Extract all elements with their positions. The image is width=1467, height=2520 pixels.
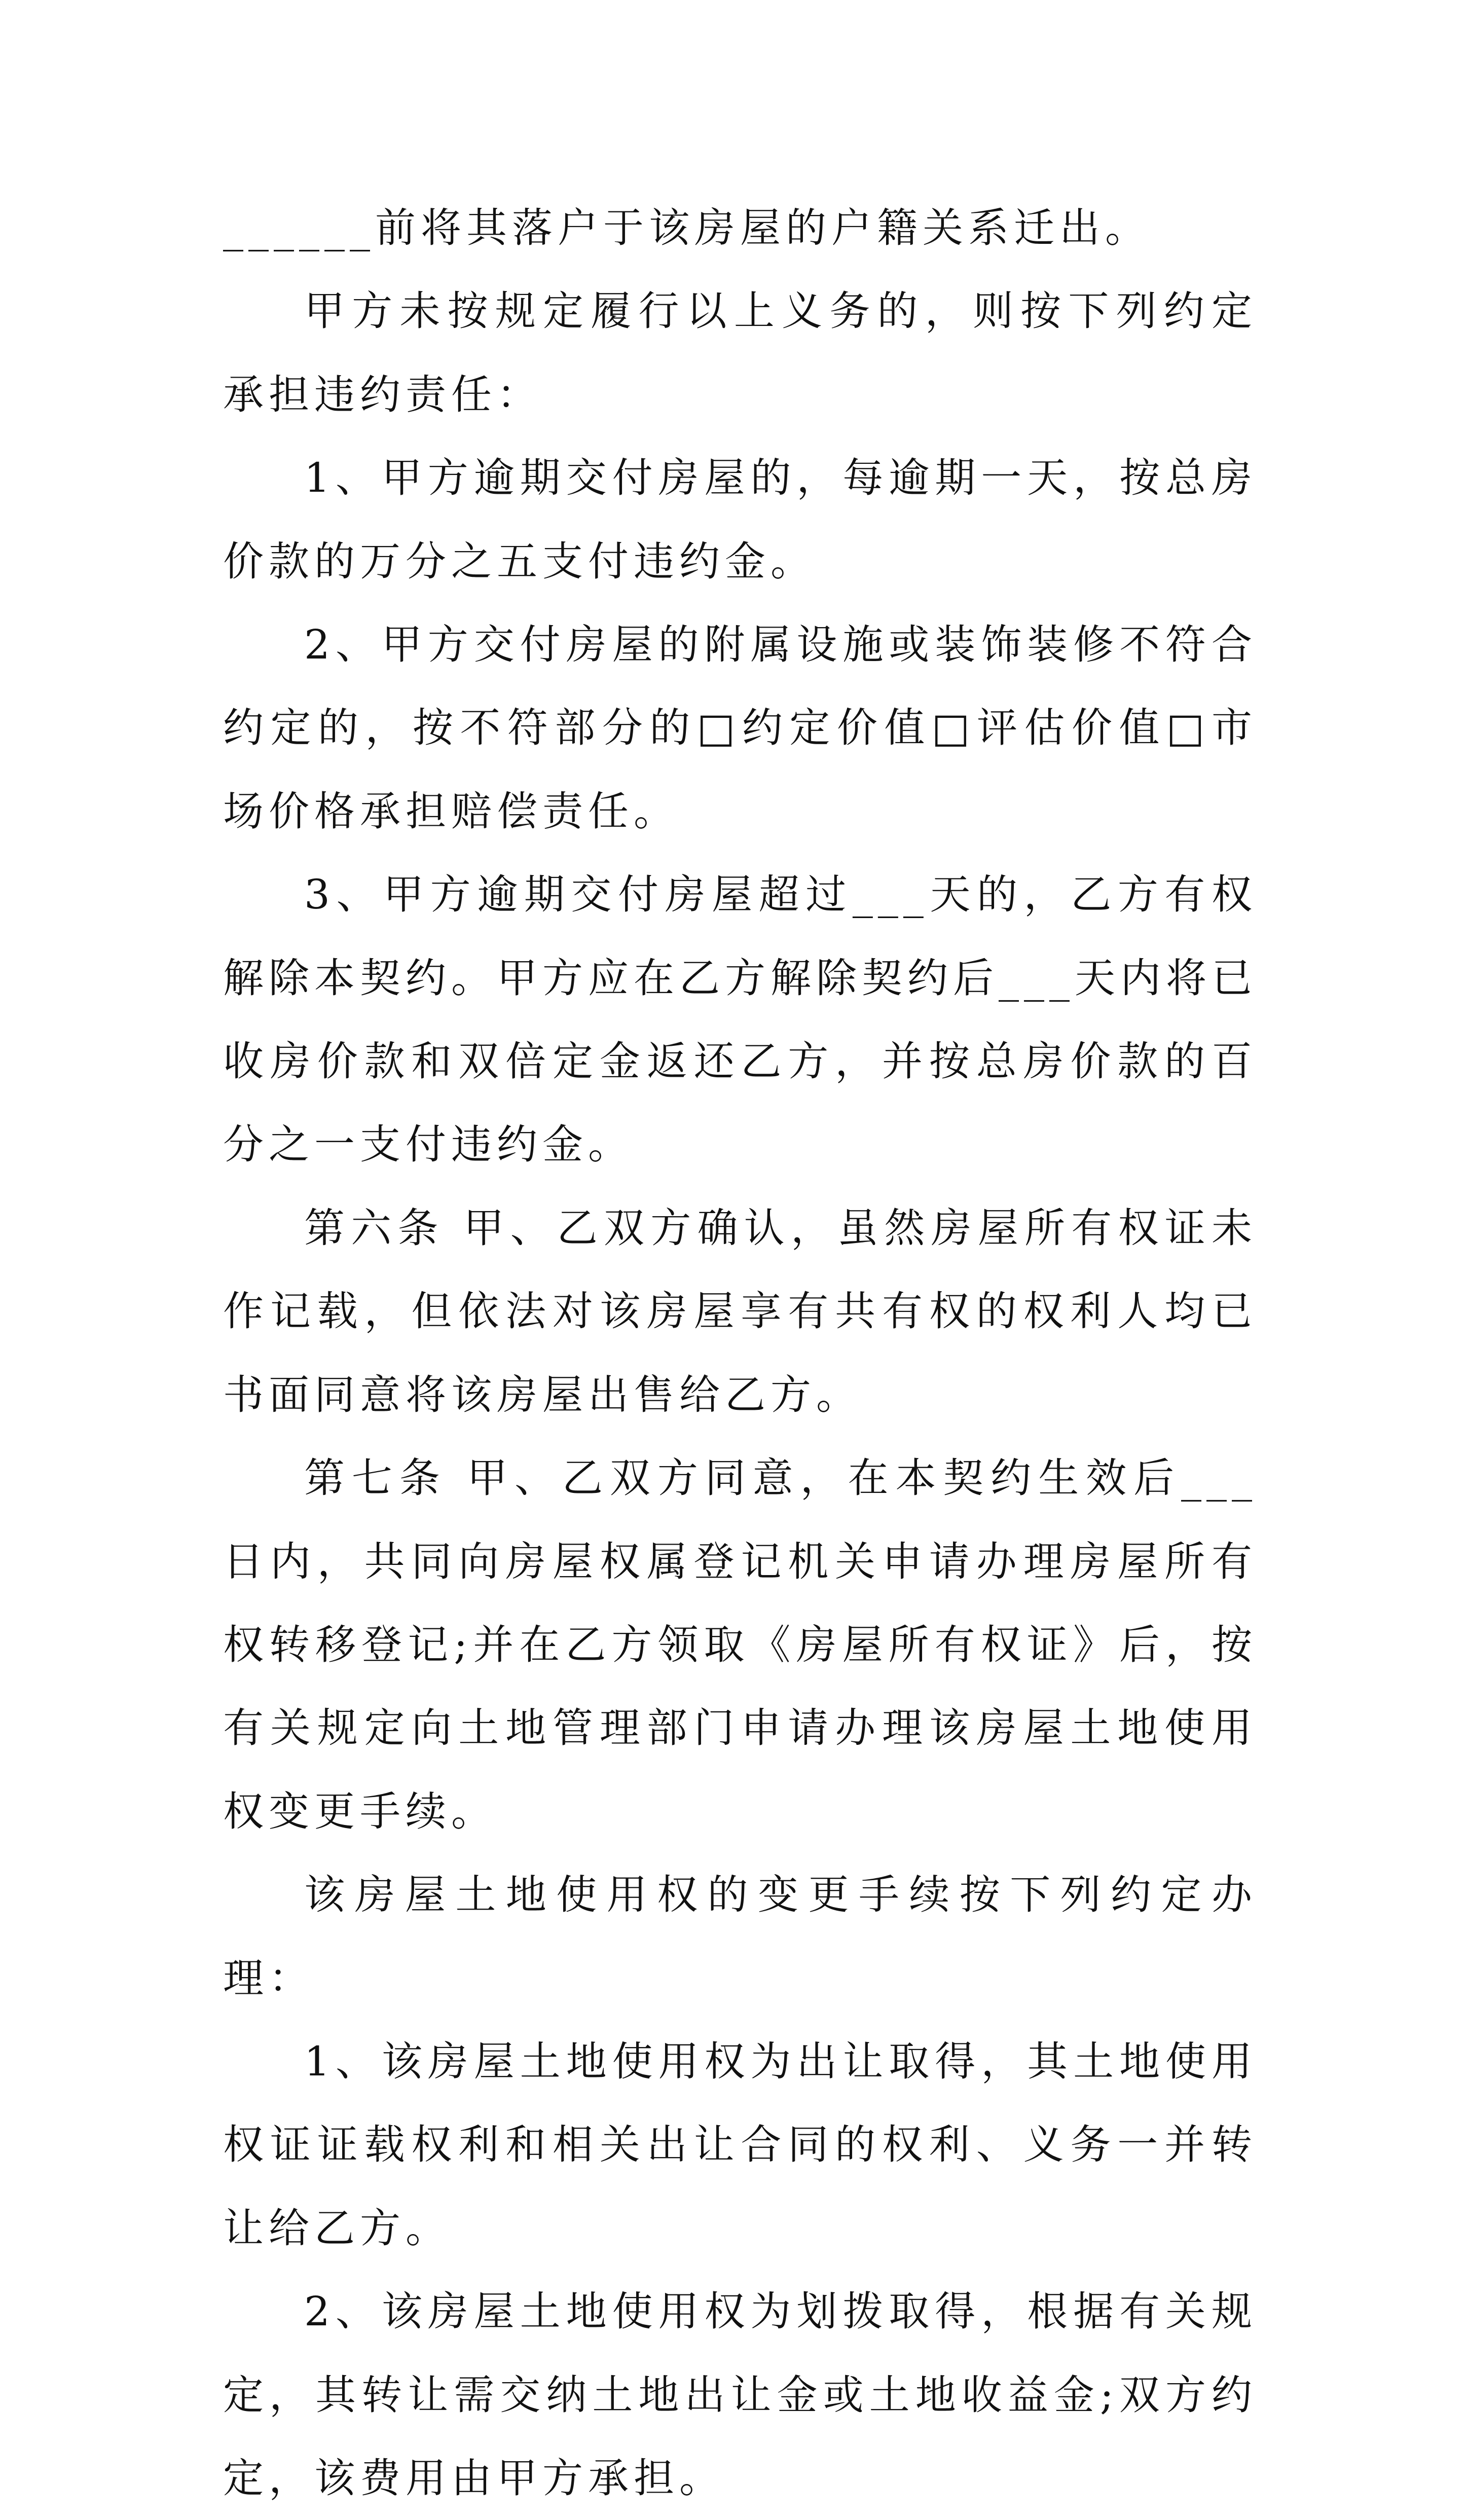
paragraph-8: 该房屋土地使用权的变更手续按下列约定办理： xyxy=(223,1871,1257,2002)
paragraph-9: 1、该房屋土地使用权为出让取得，其土地使用权证证载权利和相关出让合同的权利、义务一并转让给乙方。 xyxy=(223,2037,1257,2252)
document-body xyxy=(223,187,1257,2520)
paragraph-1: ______前将其落户于该房屋的户籍关系迁出。 xyxy=(223,204,1151,251)
paragraph-6: 第六条 甲、乙双方确认，虽然房屋所有权证未作记载，但依法对该房屋享有共有权的权利人均已书面同意将该房屋出售给乙方。 xyxy=(223,1204,1257,1418)
paragraph-3: 1、甲方逾期交付房屋的，每逾期一天，按总房价款的万分之五支付违约金。 xyxy=(223,454,1257,585)
paragraph-4: 2、甲方交付房屋的附属设施或装饰装修不符合约定的，按不符部分的□约定价值□评估价值□市场价格承担赔偿责任。 xyxy=(223,621,1257,835)
paragraph-10: 2、该房屋土地使用权为划拨取得，根据有关规定，其转让需交纳土地出让金或土地收益金;双方约定，该费用由甲方承担。 xyxy=(223,2288,1257,2502)
paragraph-7: 第七条 甲、乙双方同意，在本契约生效后___日内，共同向房屋权属登记机关申请办理房屋所有权转移登记;并在乙方领取《房屋所有权证》后，按有关规定向土地管理部门申请办理该房屋土地使用权变更手续。 xyxy=(223,1454,1257,1835)
paragraph-2: 甲方未按规定履行以上义务的，则按下列约定承担违约责任： xyxy=(223,287,1257,418)
paragraph-5: 3、甲方逾期交付房屋超过___天的，乙方有权解除本契约。甲方应在乙方解除契约后___天内将已收房价款和双倍定金返还乙方，并按总房价款的百分之一支付违约金。 xyxy=(223,871,1257,1168)
